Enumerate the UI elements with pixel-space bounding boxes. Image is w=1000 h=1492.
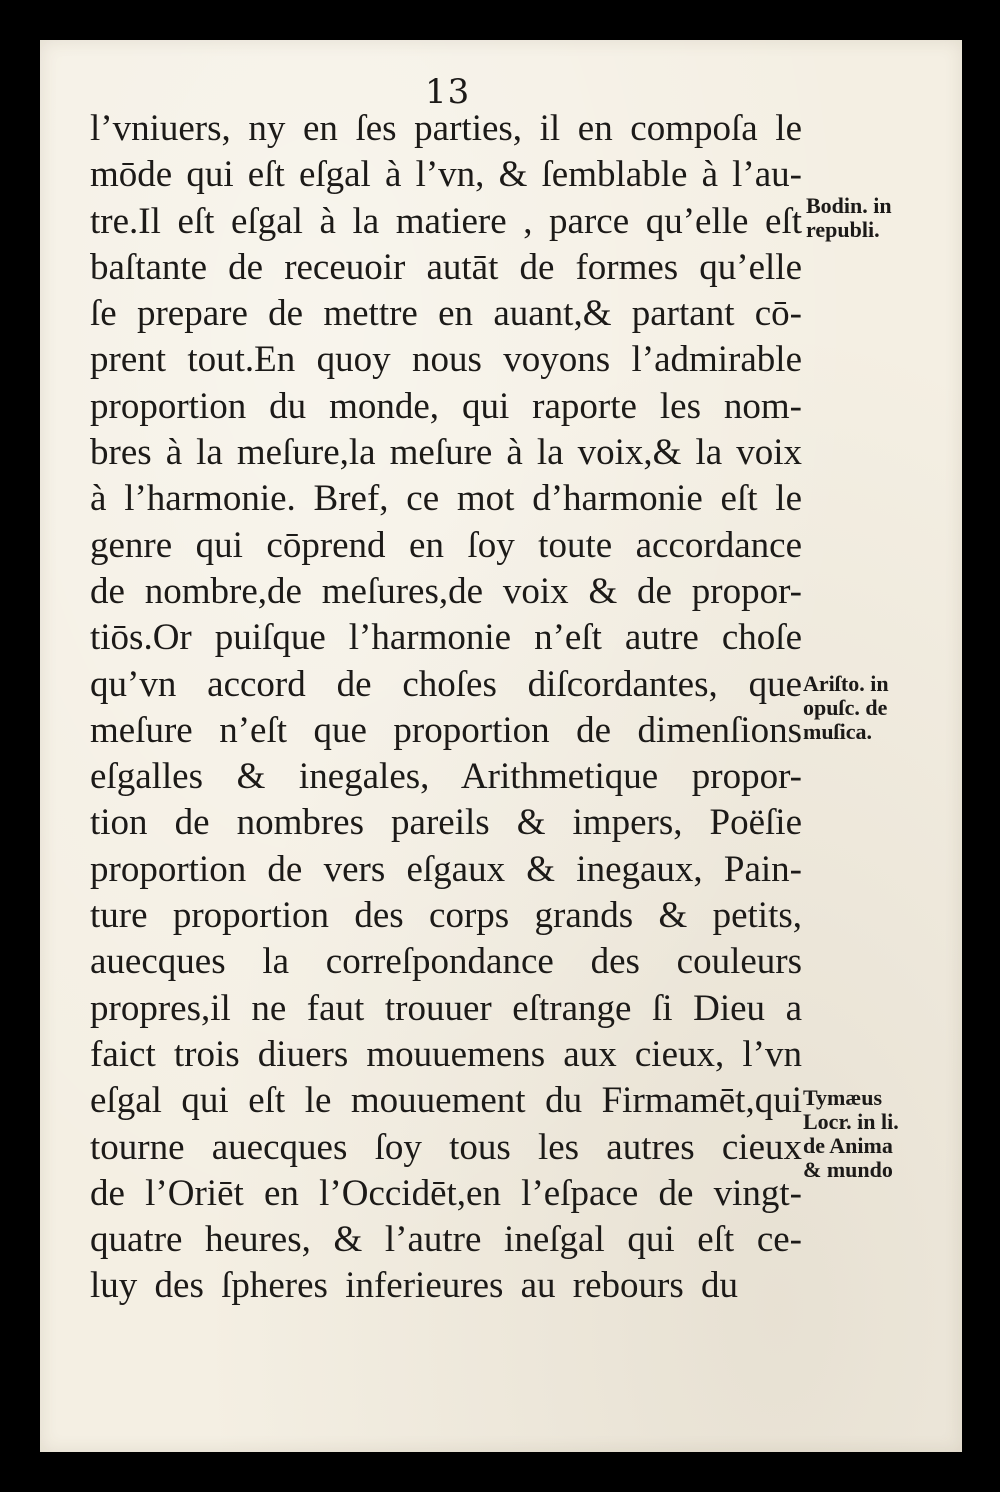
text-line: tre.Il eſt eſgal à la matiere , parce qu’elle eſt [90, 200, 802, 242]
text-line: proportion de vers eſgaux & inegaux, Pain- [90, 848, 802, 890]
text-line: faict trois diuers mouuemens aux cieux, l’vn [90, 1033, 802, 1075]
text-line: quatre heures, & l’autre ineſgal qui eſt ce- [90, 1219, 802, 1261]
text-line: qu’vn accord de choſes diſcordantes, que [90, 663, 802, 705]
text-line: tourne auecques ſoy tous les autres cieux [90, 1126, 802, 1168]
marginal-note-line: muſica. [803, 719, 873, 744]
text-line: ture proportion des corps grands & petits, [90, 895, 802, 937]
marginal-note-line: Bodin. in [806, 193, 892, 218]
text-line: genre qui cōprend en ſoy toute accordance [90, 524, 802, 566]
marginal-note-line: de Anima [803, 1133, 893, 1158]
text-line: mōde qui eſt eſgal à l’vn, & ſemblable à l’au- [90, 154, 802, 196]
text-line: eſgal qui eſt le mouuement du Firmamēt,qui [90, 1080, 802, 1122]
marginal-note-line: & mundo [803, 1157, 893, 1182]
text-line: proportion du monde, qui raporte les nom- [90, 385, 802, 427]
marginal-note-bodin [806, 194, 892, 242]
marginal-note-line: republi. [806, 217, 880, 242]
text-line: bres à la meſure,la meſure à la voix,& la voix [90, 432, 802, 474]
text-line: ſe prepare de mettre en auant,& partant cō- [90, 293, 802, 335]
text-line: meſure n’eſt que proportion de dimenſions [90, 709, 802, 751]
marginal-note-line: Ariſto. in [803, 671, 889, 696]
text-line: auecques la correſpondance des couleurs [90, 941, 802, 983]
marginal-note-line: Locr. in li. [803, 1109, 899, 1134]
text-line: à l’harmonie. Bref, ce mot d’harmonie eſt le [90, 478, 802, 520]
body-text [90, 106, 802, 1310]
marginal-note-line: opuſc. de [803, 695, 888, 720]
marginal-note-tymaeus [803, 1086, 899, 1182]
text-line: tiōs.Or puiſque l’harmonie n’eſt autre choſe [90, 617, 802, 659]
text-line: de l’Oriēt en l’Occidēt,en l’eſpace de vingt- [90, 1172, 802, 1214]
marginal-note-line: Tymæus [803, 1085, 883, 1110]
page-number: 13 [425, 72, 471, 112]
text-line: propres,il ne faut trouuer eſtrange ſi Dieu a [90, 987, 802, 1029]
text-line: baſtante de receuoir autāt de formes qu’elle [90, 246, 802, 288]
text-line: luy des ſpheres inferieures au rebours du [90, 1265, 739, 1307]
text-line: tion de nombres pareils & impers, Poëſie [90, 802, 802, 844]
marginal-note-aristo [803, 672, 889, 744]
text-line: prent tout.En quoy nous voyons l’admirable [90, 339, 802, 381]
text-line: l’vniuers, ny en ſes parties, il en compoſa le [90, 108, 802, 149]
text-line: eſgalles & inegales, Arithmetique propor- [90, 756, 802, 798]
text-line: de nombre,de meſures,de voix & de propor- [90, 570, 802, 612]
